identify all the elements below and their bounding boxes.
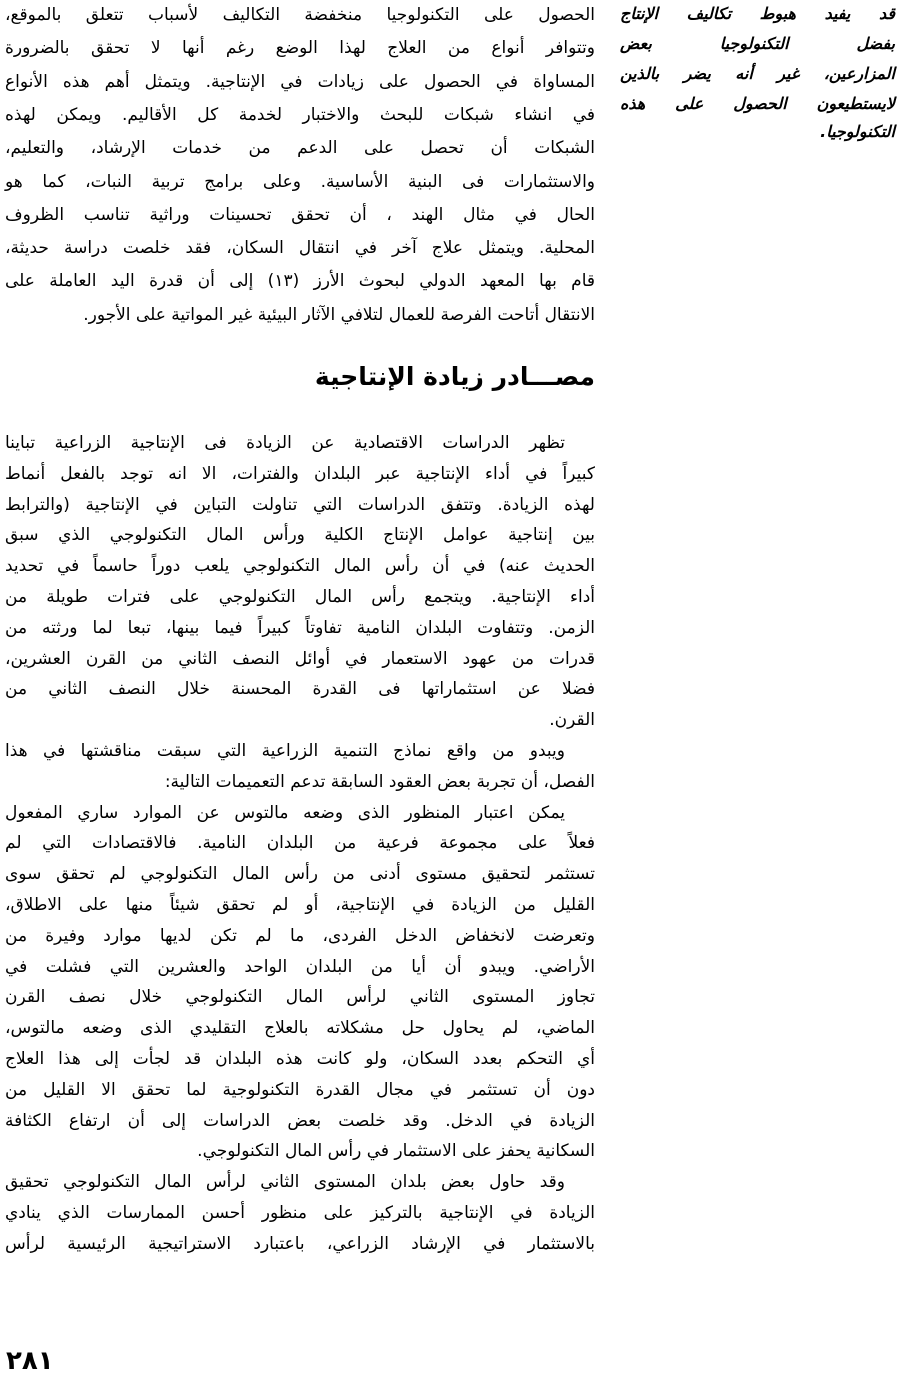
text-line: المحلية. ويتمثل علاج آخر في انتقال السكان، فقد خلصت دراسة حديثة، xyxy=(5,238,595,259)
text-line: وقد حاول بعض بلدان المستوى الثاني لرأس المال التكنولوجي تحقيق xyxy=(5,1172,565,1193)
text-line: الماضي، لم يحاول حل مشكلاته بالعلاج التقليدي الذى وضعه مالتوس، xyxy=(5,1018,595,1039)
text-line: أداء الإنتاجية. ويتجمع رأس المال التكنولوجي على فترات طويلة من xyxy=(5,587,595,607)
text-line: في انشاء شبكات للبحث والاختبار لخدمة كل الأقاليم. ويمكن لهذه xyxy=(5,104,595,125)
text-line: الزمن. وتتفاوت البلدان النامية تفاوتاً كبيراً فيما بينها، تبعا لما ورثته من xyxy=(5,617,595,638)
text-line: القرن. xyxy=(549,710,595,731)
text-line: الأراضي. ويبدو أن أيا من البلدان الواحد والعشرين التي فشلت في xyxy=(5,956,595,977)
text-line: قدرات من عهود الاستعمار في أوائل النصف الثاني من القرن العشرين، xyxy=(5,648,595,669)
text-line: الفصل، أن تجربة بعض العقود السابقة تدعم التعميمات التالية: xyxy=(164,771,595,792)
text-line: كبيراً في أداء الإنتاجية عبر البلدان والفترات، الا انه توجد بالفعل أنماط xyxy=(5,463,595,484)
text-line: المساواة في الحصول على زيادات في الإنتاجية. ويتمثل أهم هذه الأنواع xyxy=(5,71,595,92)
text-line: الشبكات أن تحصل على الدعم من خدمات الإرشاد، والتعليم، xyxy=(5,138,595,159)
text-line: الحال في مثال الهند ، أن تحقق تحسينات وراثية تناسب الظروف xyxy=(5,204,595,225)
text-line: أي التحكم بعدد السكان، ولو كانت هذه البلدان قد لجأت إلى هذا العلاج xyxy=(5,1049,595,1069)
text-line: بالاستثمار في الإرشاد الزراعي، باعتبارد الاستراتيجية الرئيسية لرأس xyxy=(5,1233,595,1254)
pull-quote-line: قد يفيد هبوط تكاليف الإنتاج xyxy=(620,4,895,23)
text-line: والاستثمارات فى البنية الأساسية. وعلى برامج تربية النبات، كما هو xyxy=(5,171,595,192)
text-line: القليل من الزيادة في الإنتاجية، أو لم تحقق شيئاً منها على الاطلاق، xyxy=(5,895,595,915)
text-line: الانتقال أتاحت الفرصة للعمال لتلافي الآثار البيئية غير المواتية على الأجور. xyxy=(83,304,595,325)
text-line: دون أن تستثمر في مجال القدرة التكنولوجية لما تحقق الا القليل من xyxy=(5,1079,595,1100)
text-line: تستثمر لتحقيق مستوى أدنى من رأس المال التكنولوجي لم تحقق سوى xyxy=(5,864,595,885)
page-number: ٢٨١ xyxy=(6,1346,54,1376)
text-line: فعلاً على مجموعة فرعية من البلدان النامية. فالاقتصادات التي لم xyxy=(5,833,595,854)
text-line: وتتوافر أنواع من العلاج لهذا الوضع رغم أنها لا تحقق بالضرورة xyxy=(5,38,595,59)
text-line: ويبدو من واقع نماذج التنمية الزراعية التي سبقت مناقشتها في هذا xyxy=(5,741,565,761)
text-line: لهذه الزيادة. وتتفق الدراسات التي تناولت التباين في الإنتاجية (والترابط xyxy=(5,494,595,515)
text-line: الحصول على التكنولوجيا منخفضة التكاليف لأسباب تتعلق بالموقع، xyxy=(5,5,595,25)
section-heading: مصـــادر زيادة الإنتاجية xyxy=(314,362,595,391)
pull-quote-line: لايستطيعون الحصول على هذه xyxy=(620,94,895,113)
pull-quote-line: بفضل التكنولوجيا بعض xyxy=(620,34,895,53)
text-line: السكانية يحفز على الاستثمار في رأس المال التكنولوجي. xyxy=(197,1141,595,1162)
text-line: بين إنتاجية عوامل الإنتاج الكلية ورأس المال التكنولوجي الذي سبق xyxy=(5,525,595,546)
text-line: قام بها المعهد الدولي لبحوث الأرز (١٣) إلى أن قدرة اليد العاملة على xyxy=(5,271,595,292)
text-line: الزيادة في الإنتاجية بالتركيز على منظور أحسن الممارسات الذي ينادي xyxy=(5,1203,595,1223)
text-line: تظهر الدراسات الاقتصادية عن الزيادة فى الإنتاجية الزراعية تباينا xyxy=(5,433,565,453)
text-line: وتعرضت لانخفاض الدخل الفردى، ما لم تكن لديها موارد وفيرة من xyxy=(5,925,595,946)
text-line: تجاوز المستوى الثاني لرأس المال التكنولوجي خلال نصف القرن xyxy=(5,987,595,1008)
pull-quote-line: المزارعين، غير أنه يضر بالذين xyxy=(620,64,895,83)
pull-quote-line: التكنولوجيا. xyxy=(820,122,895,141)
text-line: الزيادة في الدخل. وقد خلصت بعض الدراسات إلى أن ارتفاع الكثافة xyxy=(5,1110,595,1131)
text-line: فضلا عن استثماراتها فى القدرة المحسنة خلال النصف الثاني من xyxy=(5,679,595,700)
text-line: الحديث عنه) في أن رأس المال التكنولوجي يلعب دوراً حاسماً في تحديد xyxy=(5,556,595,577)
text-line: يمكن اعتبار المنظور الذى وضعه مالتوس عن الموارد ساري المفعول xyxy=(5,802,565,823)
